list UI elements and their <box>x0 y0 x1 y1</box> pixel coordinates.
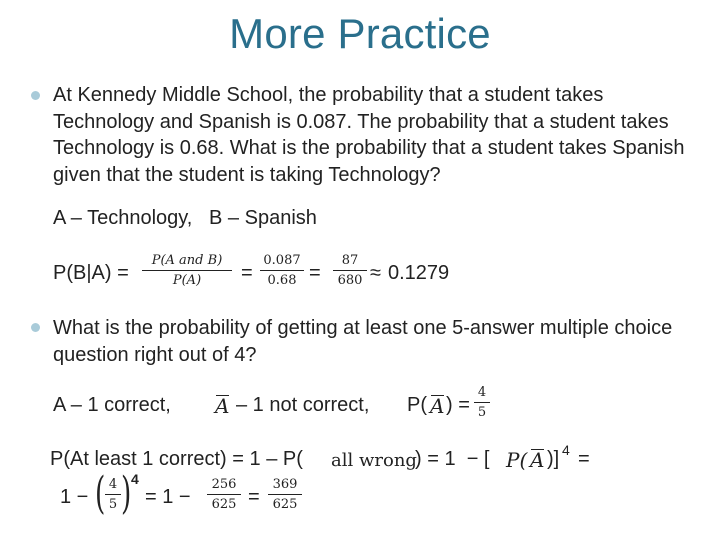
fraction-256-denominator: 625 <box>211 497 237 512</box>
all-wrong-text: all wrong <box>331 450 417 471</box>
fraction-decimal-numerator: 0.087 <box>260 253 304 271</box>
fraction-joint-over-a <box>142 253 232 288</box>
derivation-exponent: 4 <box>562 442 570 458</box>
derivation-complement-a: A <box>530 448 545 472</box>
fraction-369-denominator: 625 <box>272 497 298 512</box>
open-paren: ( <box>95 468 106 519</box>
paren-fraction-denominator: 5 <box>108 497 118 512</box>
fraction-369-numerator: 369 <box>268 477 302 495</box>
paren-exponent: 4 <box>131 471 139 487</box>
problem-2-text: What is the probability of getting at least one 5-answer multiple choice question right out of 4? <box>53 317 673 366</box>
close-paren: ) <box>121 468 132 519</box>
fraction-four-fifths-numerator: 4 <box>474 385 490 403</box>
derivation-close-bracket: )] <box>547 448 560 470</box>
derivation-equals: = <box>578 448 590 470</box>
fraction-369-625 <box>268 477 302 512</box>
fraction-four-fifths-paren <box>105 477 121 512</box>
line2-start: 1 − <box>60 486 89 508</box>
slide-title: More Practice <box>229 10 491 57</box>
p-complement-suffix: ) = <box>446 394 470 416</box>
bullet-2 <box>31 323 40 332</box>
fraction-joint-numerator: P(A and B) <box>142 253 232 271</box>
equals-sign: = <box>309 262 321 284</box>
fraction-joint-denominator: P(A) <box>172 273 202 288</box>
event-complement-definition: – 1 not correct, <box>236 394 370 416</box>
problem-1-events: A – Technology, B – Spanish <box>53 207 317 229</box>
fraction-integer-numerator: 87 <box>333 253 367 271</box>
fraction-decimal <box>260 253 304 288</box>
derivation-p: P( <box>506 448 528 472</box>
fraction-decimal-denominator: 0.68 <box>267 273 297 288</box>
p-complement-a: A <box>430 394 445 418</box>
fraction-256-625 <box>207 477 241 512</box>
event-a-definition: A – 1 correct, <box>53 394 171 416</box>
at-least-one-prefix: P(At least 1 correct) = 1 – P( <box>50 448 303 470</box>
problem-1-lhs: P(B|A) = <box>53 262 129 284</box>
bullet-1 <box>31 91 40 100</box>
equals-sign: = <box>241 262 253 284</box>
paren-fraction-numerator: 4 <box>105 477 121 495</box>
fraction-four-fifths-denominator: 5 <box>477 405 487 420</box>
fraction-integer <box>333 253 367 288</box>
line2-equals-one-minus: = 1 − <box>145 486 191 508</box>
line2-equals: = <box>248 486 260 508</box>
fraction-integer-denominator: 680 <box>337 273 363 288</box>
p-complement-prefix: P( <box>407 394 427 416</box>
fraction-256-numerator: 256 <box>207 477 241 495</box>
problem-1-result: 0.1279 <box>388 262 450 284</box>
approx-sign: ≈ <box>370 262 381 284</box>
problem-1-text: At Kennedy Middle School, the probability that a student takes Technology and Spanish is 0.087. The probability that a student takes Technology is 0.68. What is the probability that a student takes Spanish given that the student is taking Technology? <box>53 84 685 186</box>
complement-a: A <box>215 394 230 418</box>
derivation-middle: ) = 1 − [ <box>415 448 490 470</box>
fraction-four-fifths <box>474 385 490 420</box>
